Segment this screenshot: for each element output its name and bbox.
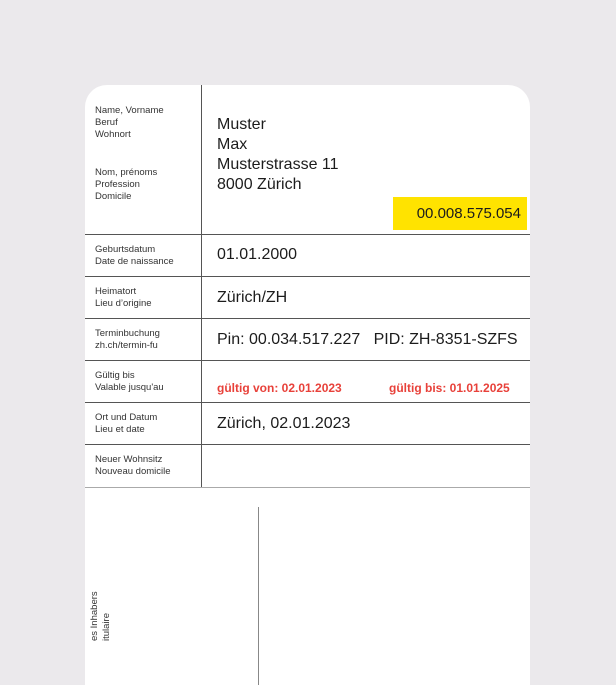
- row-valid-until: [85, 361, 530, 403]
- row-appointment-booking: [85, 319, 530, 361]
- label-name-fr: Nom, prénoms Profession Domicile: [95, 167, 158, 202]
- value-pin-pid: Pin: 00.034.517.227 PID: ZH-8351-SZFS: [217, 331, 518, 348]
- label-place-of-origin: Heimatort Lieu d’origine: [95, 286, 152, 309]
- first-name: Max: [217, 136, 248, 153]
- valid-until-text: gültig bis: 01.01.2025: [389, 381, 510, 395]
- value-place-of-origin: Zürich/ZH: [217, 289, 288, 306]
- value-place-date: Zürich, 02.01.2023: [217, 415, 351, 432]
- row-name-address: [85, 85, 530, 235]
- street: Musterstrasse 11: [217, 156, 339, 173]
- label-appointment-booking: Terminbuchung zh.ch/termin-fu: [95, 328, 160, 351]
- label-new-domicile: Neuer Wohnsitz Nouveau domicile: [95, 454, 171, 477]
- value-name-address: [217, 115, 339, 195]
- signature-divider: [258, 507, 259, 685]
- row-place-date: [85, 403, 530, 445]
- row-new-domicile: [85, 445, 530, 487]
- label-place-date: Ort und Datum Lieu et date: [95, 412, 158, 435]
- last-name: Muster: [217, 116, 266, 133]
- city: 8000 Zürich: [217, 176, 302, 193]
- person-number-highlight: 00.008.575.054: [393, 197, 527, 230]
- residence-permit-card: [85, 85, 530, 685]
- section-divider: [85, 487, 530, 488]
- row-birth-date: [85, 235, 530, 277]
- signature-label: es Inhabers itulaire: [89, 591, 112, 641]
- label-name-de: Name, Vorname Beruf Wohnort: [95, 105, 164, 140]
- row-place-of-origin: [85, 277, 530, 319]
- label-birth-date: Geburtsdatum Date de naissance: [95, 244, 174, 267]
- valid-from-text: gültig von: 02.01.2023: [217, 381, 342, 395]
- value-birth-date: 01.01.2000: [217, 246, 298, 263]
- label-valid-until: Gültig bis Valable jusqu'au: [95, 370, 164, 393]
